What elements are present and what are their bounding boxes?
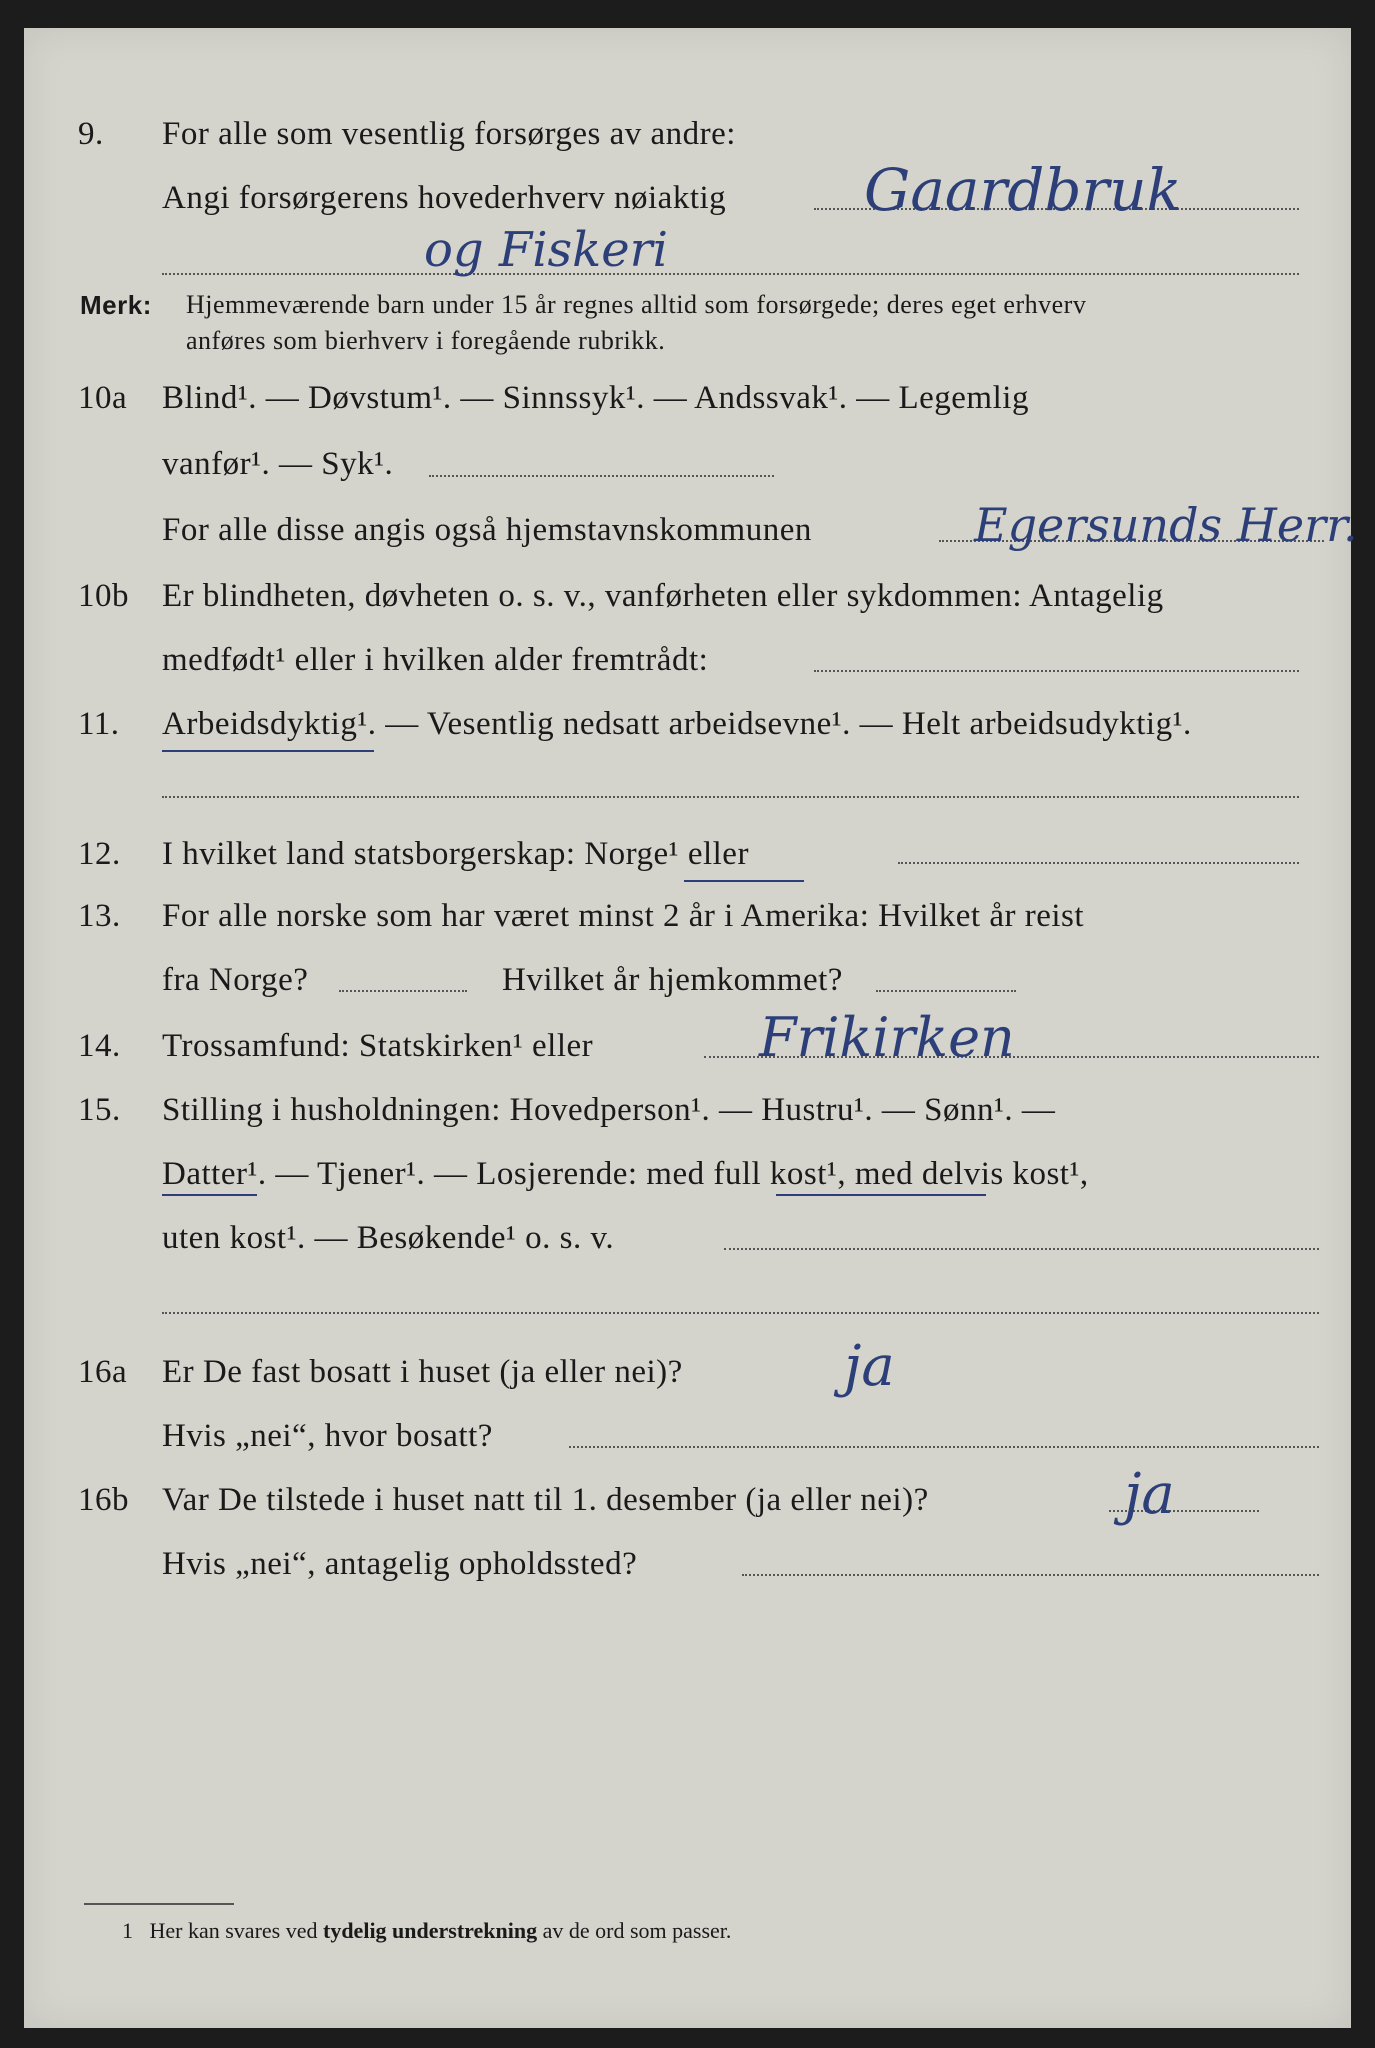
q10b-text-2: medfødt¹ eller i hvilken alder fremtrådt: [162,642,709,678]
q15-text: Stilling i husholdningen: Hovedperson¹. — Hustru¹. — Sønn¹. — [162,1092,1056,1128]
q15-answer-line-2 [162,1312,1319,1314]
footnote-text-a: Her kan svares ved [149,1918,318,1943]
q15-answer-line [724,1248,1319,1250]
q16a-text-2: Hvis „nei“, hvor bosatt? [162,1418,493,1454]
q16b-opholdssted-line [742,1574,1319,1576]
q15-datter-underline [162,1194,257,1196]
q16b-handwritten-answer: ja [1124,1462,1175,1527]
q13-hjem-line [876,990,1016,992]
q9-number: 9. [78,116,104,152]
q16b-text-2: Hvis „nei“, antagelig opholdssted? [162,1546,638,1582]
q10a-text-2: vanfør¹. — Syk¹. [162,446,394,482]
q13-text: For alle norske som har været minst 2 år i Amerika: Hvilket år reist [162,898,1085,934]
merk-text-2: anføres som bierhverv i foregående rubrikk. [186,326,666,355]
q11-text: Arbeidsdyktig¹. — Vesentlig nedsatt arbeidsevne¹. — Helt arbeidsudyktig¹. [162,706,1192,742]
footnote-rule [84,1903,234,1905]
q11-number: 11. [78,706,120,742]
q12-number: 12. [78,836,121,872]
q14-text: Trossamfund: Statskirken¹ eller [162,1028,594,1064]
q10a-text: Blind¹. — Døvstum¹. — Sinnssyk¹. — Andssvak¹. — Legemlig [162,380,1029,416]
q14-handwritten-answer: Frikirken [759,1006,1015,1069]
q13-number: 13. [78,898,121,934]
q12-text: I hvilket land statsborgerskap: Norge¹ eller [162,836,749,872]
footnote-mark: 1 [122,1918,133,1943]
q15-text-3: uten kost¹. — Besøkende¹ o. s. v. [162,1220,615,1256]
q9-handwritten-answer: Gaardbruk [864,156,1182,224]
q16a-number: 16a [78,1354,128,1390]
q16b-number: 16b [78,1482,129,1518]
q11-answer-line [162,796,1299,798]
q10a-number: 10a [78,380,128,416]
q13-text-2a: fra Norge? [162,962,309,998]
q13-reist-line [339,990,467,992]
q9-handwritten-answer-2: og Fiskeri [424,222,668,278]
q16b-text: Var De tilstede i huset natt til 1. desember (ja eller nei)? [162,1482,929,1518]
q10a-handwritten-answer: Egersunds Herr. [974,498,1358,552]
footnote-text-c: av de ord som passer. [542,1918,732,1943]
q10a-syk-line [429,475,774,477]
q9-text: For alle som vesentlig forsørges av andre: [162,116,736,152]
q16a-text: Er De fast bosatt i huset (ja eller nei)? [162,1354,683,1390]
footnote [122,1918,731,1944]
q10a-text-3: For alle disse angis også hjemstavnskommunen [162,512,812,548]
q15-kost-underline [776,1194,986,1196]
q9-answer-line-2 [162,273,1299,275]
q10b-number: 10b [78,578,129,614]
q15-text-2: Datter¹. — Tjener¹. — Losjerende: med full kost¹, med delvis kost¹, [162,1156,1089,1192]
q16a-handwritten-answer: ja [844,1334,895,1399]
census-form-page [24,28,1358,2028]
q10b-text: Er blindheten, døvheten o. s. v., vanførheten eller sykdommen: Antagelig [162,578,1164,614]
q15-number: 15. [78,1092,121,1128]
merk-label: Merk: [80,290,152,320]
q12-answer-line [898,862,1299,864]
q11-underline [162,750,374,752]
q12-underline [684,880,804,882]
footnote-text-b: tydelig understrekning [323,1918,538,1943]
q9-text-2: Angi forsørgerens hovederhverv nøiaktig [162,180,727,216]
merk-text: Hjemmeværende barn under 15 år regnes alltid som forsørgede; deres eget erhverv [186,290,1087,319]
q13-text-2b: Hvilket år hjemkommet? [502,962,843,998]
q10b-answer-line [814,670,1299,672]
q16a-answer-line [569,1446,1319,1448]
q14-number: 14. [78,1028,121,1064]
